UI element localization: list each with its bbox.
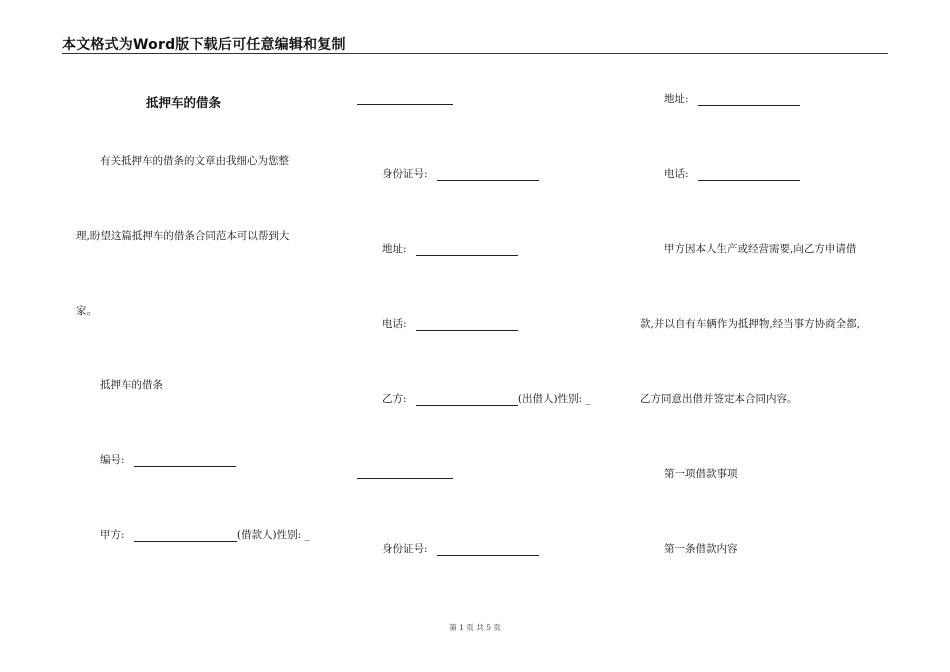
- intro-line-2: 理,盼望这篇抵押车的借条合同范本可以帮到大: [76, 230, 290, 242]
- party-a-role: (借款人)性别:: [236, 529, 302, 541]
- id-field-2: [382, 542, 539, 556]
- phone-field-1: [382, 317, 518, 331]
- loan-para-line-1: 甲方因本人生产或经营需要,向乙方申请借: [664, 243, 857, 255]
- party-a-tail: _: [304, 529, 310, 541]
- party-b-field: [382, 392, 591, 406]
- id-blank-2: [437, 544, 539, 556]
- party-a-name-blank: [134, 530, 237, 542]
- address-field-2: [664, 92, 800, 106]
- id-label-1: 身份证号:: [382, 168, 428, 180]
- number-blank: [134, 455, 236, 467]
- party-b-tail: _: [585, 393, 591, 405]
- header-divider: [62, 53, 888, 54]
- article-heading-1: 第一条借款内容: [664, 543, 738, 555]
- id-label-2: 身份证号:: [382, 543, 428, 555]
- document-header: 本文格式为Word版下载后可任意编辑和复制: [62, 37, 346, 53]
- col2-top-blank-line: [357, 104, 453, 105]
- id-blank-1: [437, 169, 539, 181]
- party-a-field: [100, 528, 310, 542]
- phone-field-2: [664, 167, 800, 181]
- col2-mid-blank-line: [357, 478, 453, 479]
- address-blank-1: [416, 244, 518, 256]
- party-b-label: 乙方:: [382, 393, 407, 405]
- address-field-1: [382, 242, 518, 256]
- number-field: [100, 453, 236, 467]
- loan-para-line-3: 乙方同意出借并签定本合同内容。: [640, 393, 798, 405]
- intro-line-3: 家。: [76, 305, 97, 317]
- phone-blank-2: [698, 169, 800, 181]
- address-label-2: 地址:: [664, 93, 689, 105]
- id-field-1: [382, 167, 539, 181]
- intro-line-1: 有关抵押车的借条的文章由我细心为您整: [100, 155, 289, 167]
- section-heading-1: 第一项借款事项: [664, 468, 738, 480]
- party-b-name-blank: [416, 394, 518, 406]
- address-blank-2: [698, 94, 800, 106]
- page-number: 第 1 页 共 5 页: [449, 623, 501, 632]
- party-b-role: (出借人)性别:: [517, 393, 583, 405]
- document-title: 抵押车的借条: [146, 95, 222, 110]
- number-label: 编号:: [100, 454, 125, 466]
- phone-blank-1: [416, 319, 518, 331]
- phone-label-2: 电话:: [664, 168, 689, 180]
- party-a-label: 甲方:: [100, 529, 125, 541]
- address-label-1: 地址:: [382, 243, 407, 255]
- phone-label-1: 电话:: [382, 318, 407, 330]
- loan-para-line-2: 款,并以自有车辆作为抵押物,经当事方协商全都,: [640, 318, 861, 330]
- subtitle: 抵押车的借条: [100, 379, 163, 391]
